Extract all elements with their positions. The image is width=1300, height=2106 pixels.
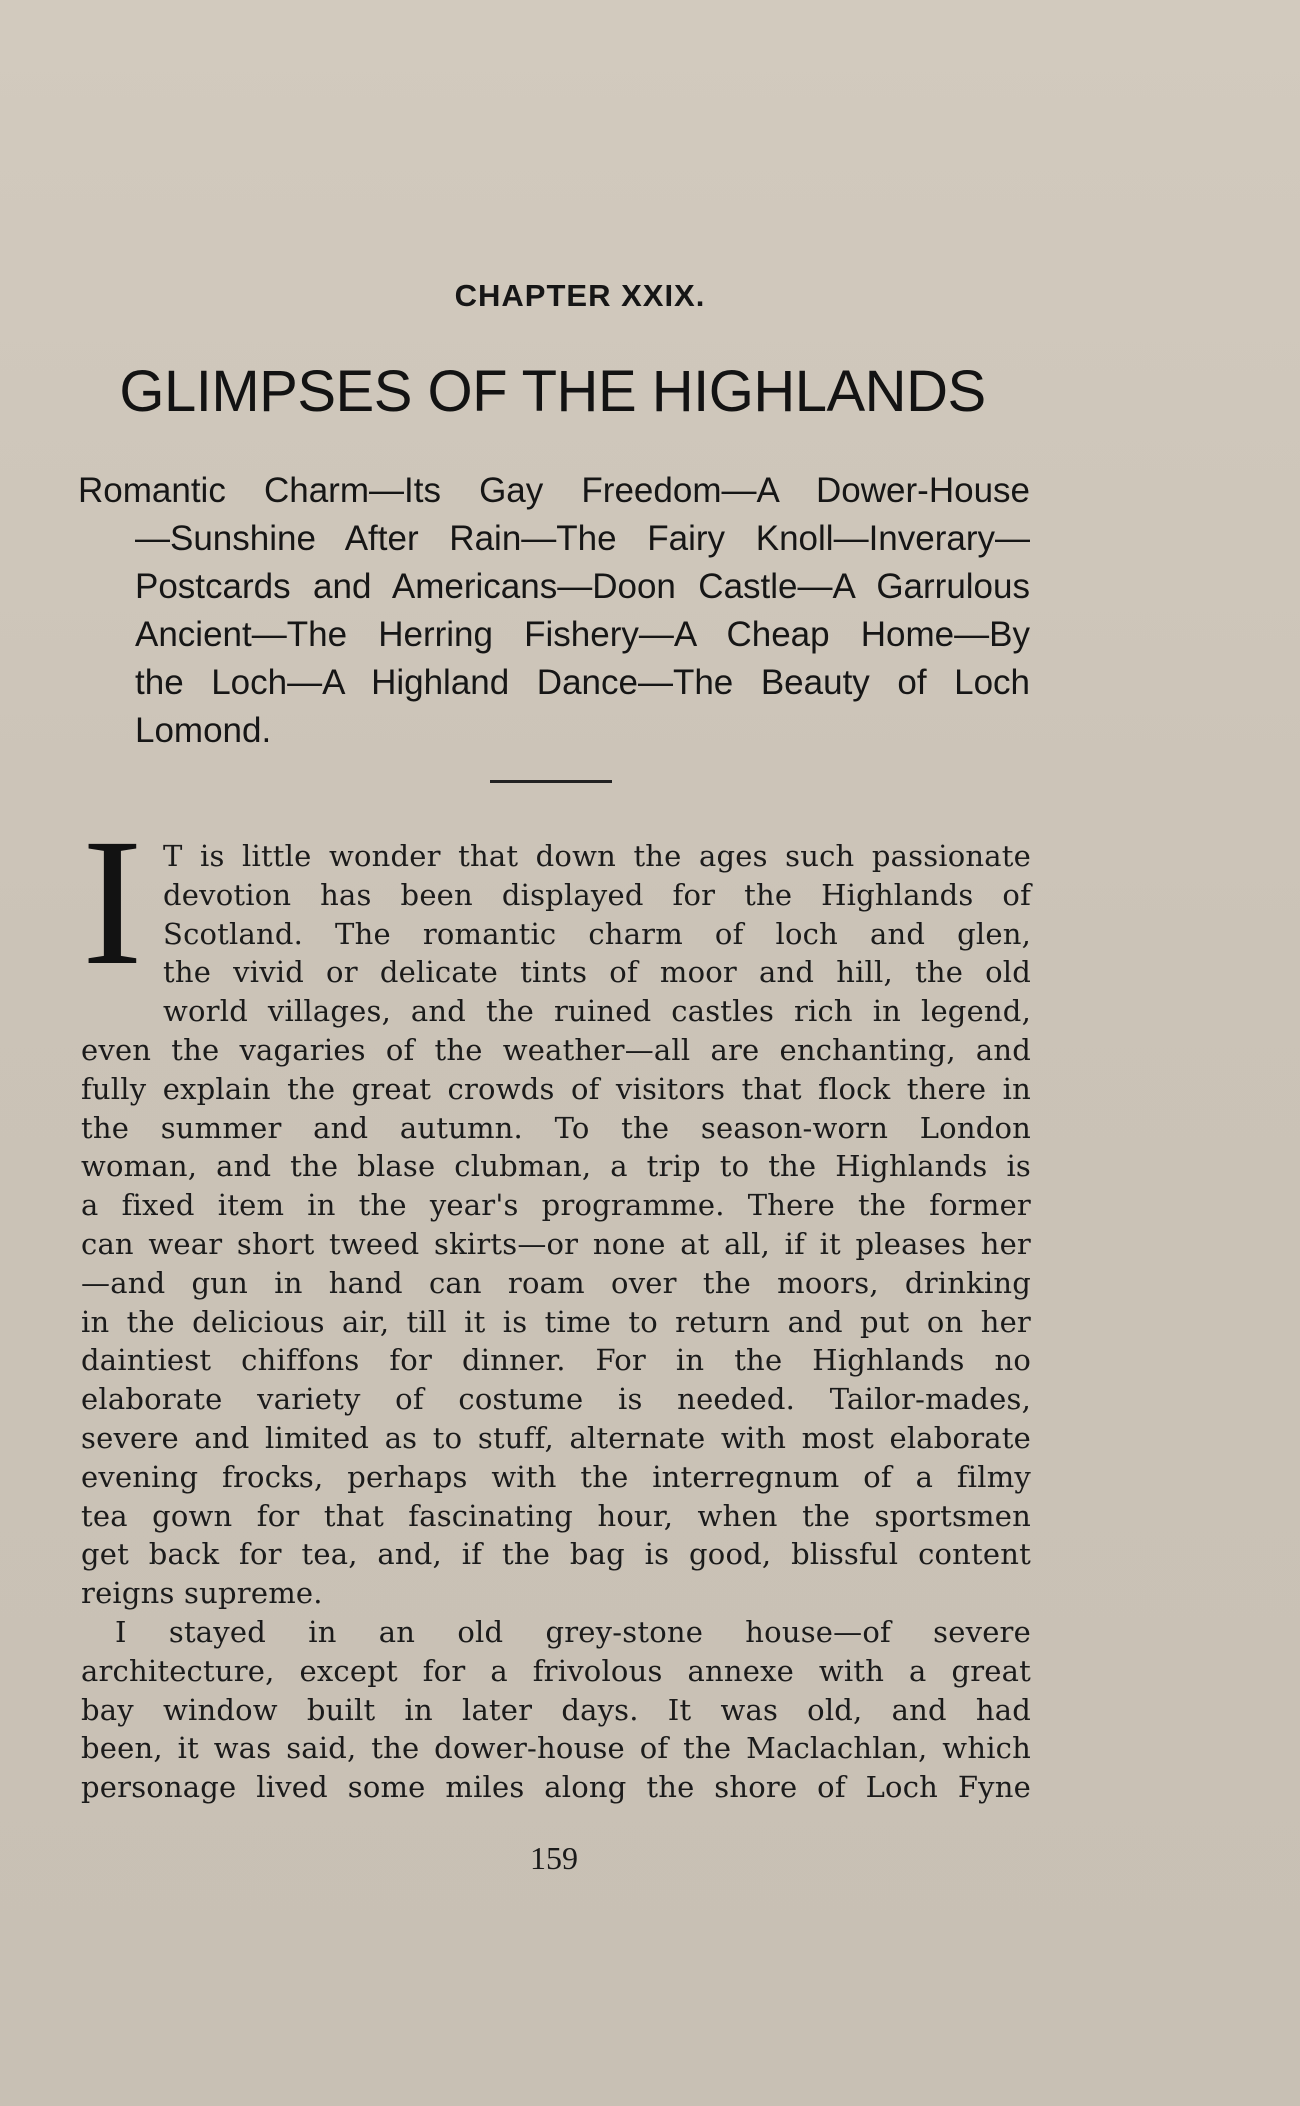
body-line: elaborate variety of costume is needed. Tailor-mades, [81, 1382, 1031, 1417]
body-line: evening frocks, perhaps with the interregnum of a filmy [81, 1459, 1031, 1494]
page-number: 159 [530, 1840, 578, 1876]
body-line: tea gown for that fascinating hour, when the sportsmen [81, 1498, 1031, 1533]
body-line: devotion has been displayed for the Highlands of [163, 877, 1031, 912]
body-line: world villages, and the ruined castles rich in legend, [163, 994, 1031, 1029]
synopsis-line: the Loch—A Highland Dance—The Beauty of Loch [135, 663, 1030, 702]
body-line: bay window built in later days. It was old, and had [81, 1692, 1031, 1727]
synopsis-line: —Sunshine After Rain—The Fairy Knoll—Inverary— [135, 519, 1030, 558]
body-line: personage lived some miles along the shore of Loch Fyne [81, 1770, 1031, 1805]
chapter-label: CHAPTER XXIX. [454, 278, 706, 313]
synopsis-line: Postcards and Americans—Doon Castle—A Garrulous [135, 567, 1030, 606]
synopsis-line: Lomond. [135, 711, 272, 750]
body-line: I stayed in an old grey-stone house—of severe [115, 1614, 1031, 1649]
body-line: woman, and the blase clubman, a trip to the Highlands is [81, 1149, 1031, 1184]
synopsis-line: Romantic Charm—Its Gay Freedom—A Dower-House [78, 471, 1030, 510]
body-line: reigns supreme. [81, 1576, 323, 1611]
body-line: severe and limited as to stuff, alternate with most elaborate [81, 1420, 1031, 1455]
chapter-synopsis [78, 467, 1030, 755]
body-line: fully explain the great crowds of visitors that flock there in [81, 1071, 1031, 1106]
body-line: the vivid or delicate tints of moor and hill, the old [163, 955, 1031, 990]
body-line: even the vagaries of the weather—all are enchanting, and [81, 1032, 1031, 1067]
synopsis-line: Ancient—The Herring Fishery—A Cheap Home—By [135, 615, 1030, 654]
body-line: —and gun in hand can roam over the moors, drinking [81, 1265, 1031, 1300]
body-line: get back for tea, and, if the bag is good, blissful content [81, 1537, 1031, 1572]
body-line: been, it was said, the dower-house of the Maclachlan, which [81, 1731, 1031, 1766]
section-divider [490, 780, 612, 783]
body-line: a fixed item in the year's programme. There the former [81, 1188, 1031, 1223]
body-line: daintiest chiffons for dinner. For in the Highlands no [81, 1343, 1031, 1378]
chapter-title: GLIMPSES OF THE HIGHLANDS [119, 359, 986, 424]
body-text [81, 837, 1031, 1807]
drop-cap: I [82, 802, 143, 1003]
body-line: can wear short tweed skirts—or none at all, if it pleases her [81, 1226, 1031, 1261]
body-line: architecture, except for a frivolous annexe with a great [81, 1653, 1031, 1688]
body-line: in the delicious air, till it is time to return and put on her [81, 1304, 1031, 1339]
body-line: Scotland. The romantic charm of loch and glen, [163, 916, 1031, 951]
body-line: the summer and autumn. To the season-worn London [81, 1110, 1031, 1145]
body-line: T is little wonder that down the ages such passionate [163, 839, 1031, 873]
